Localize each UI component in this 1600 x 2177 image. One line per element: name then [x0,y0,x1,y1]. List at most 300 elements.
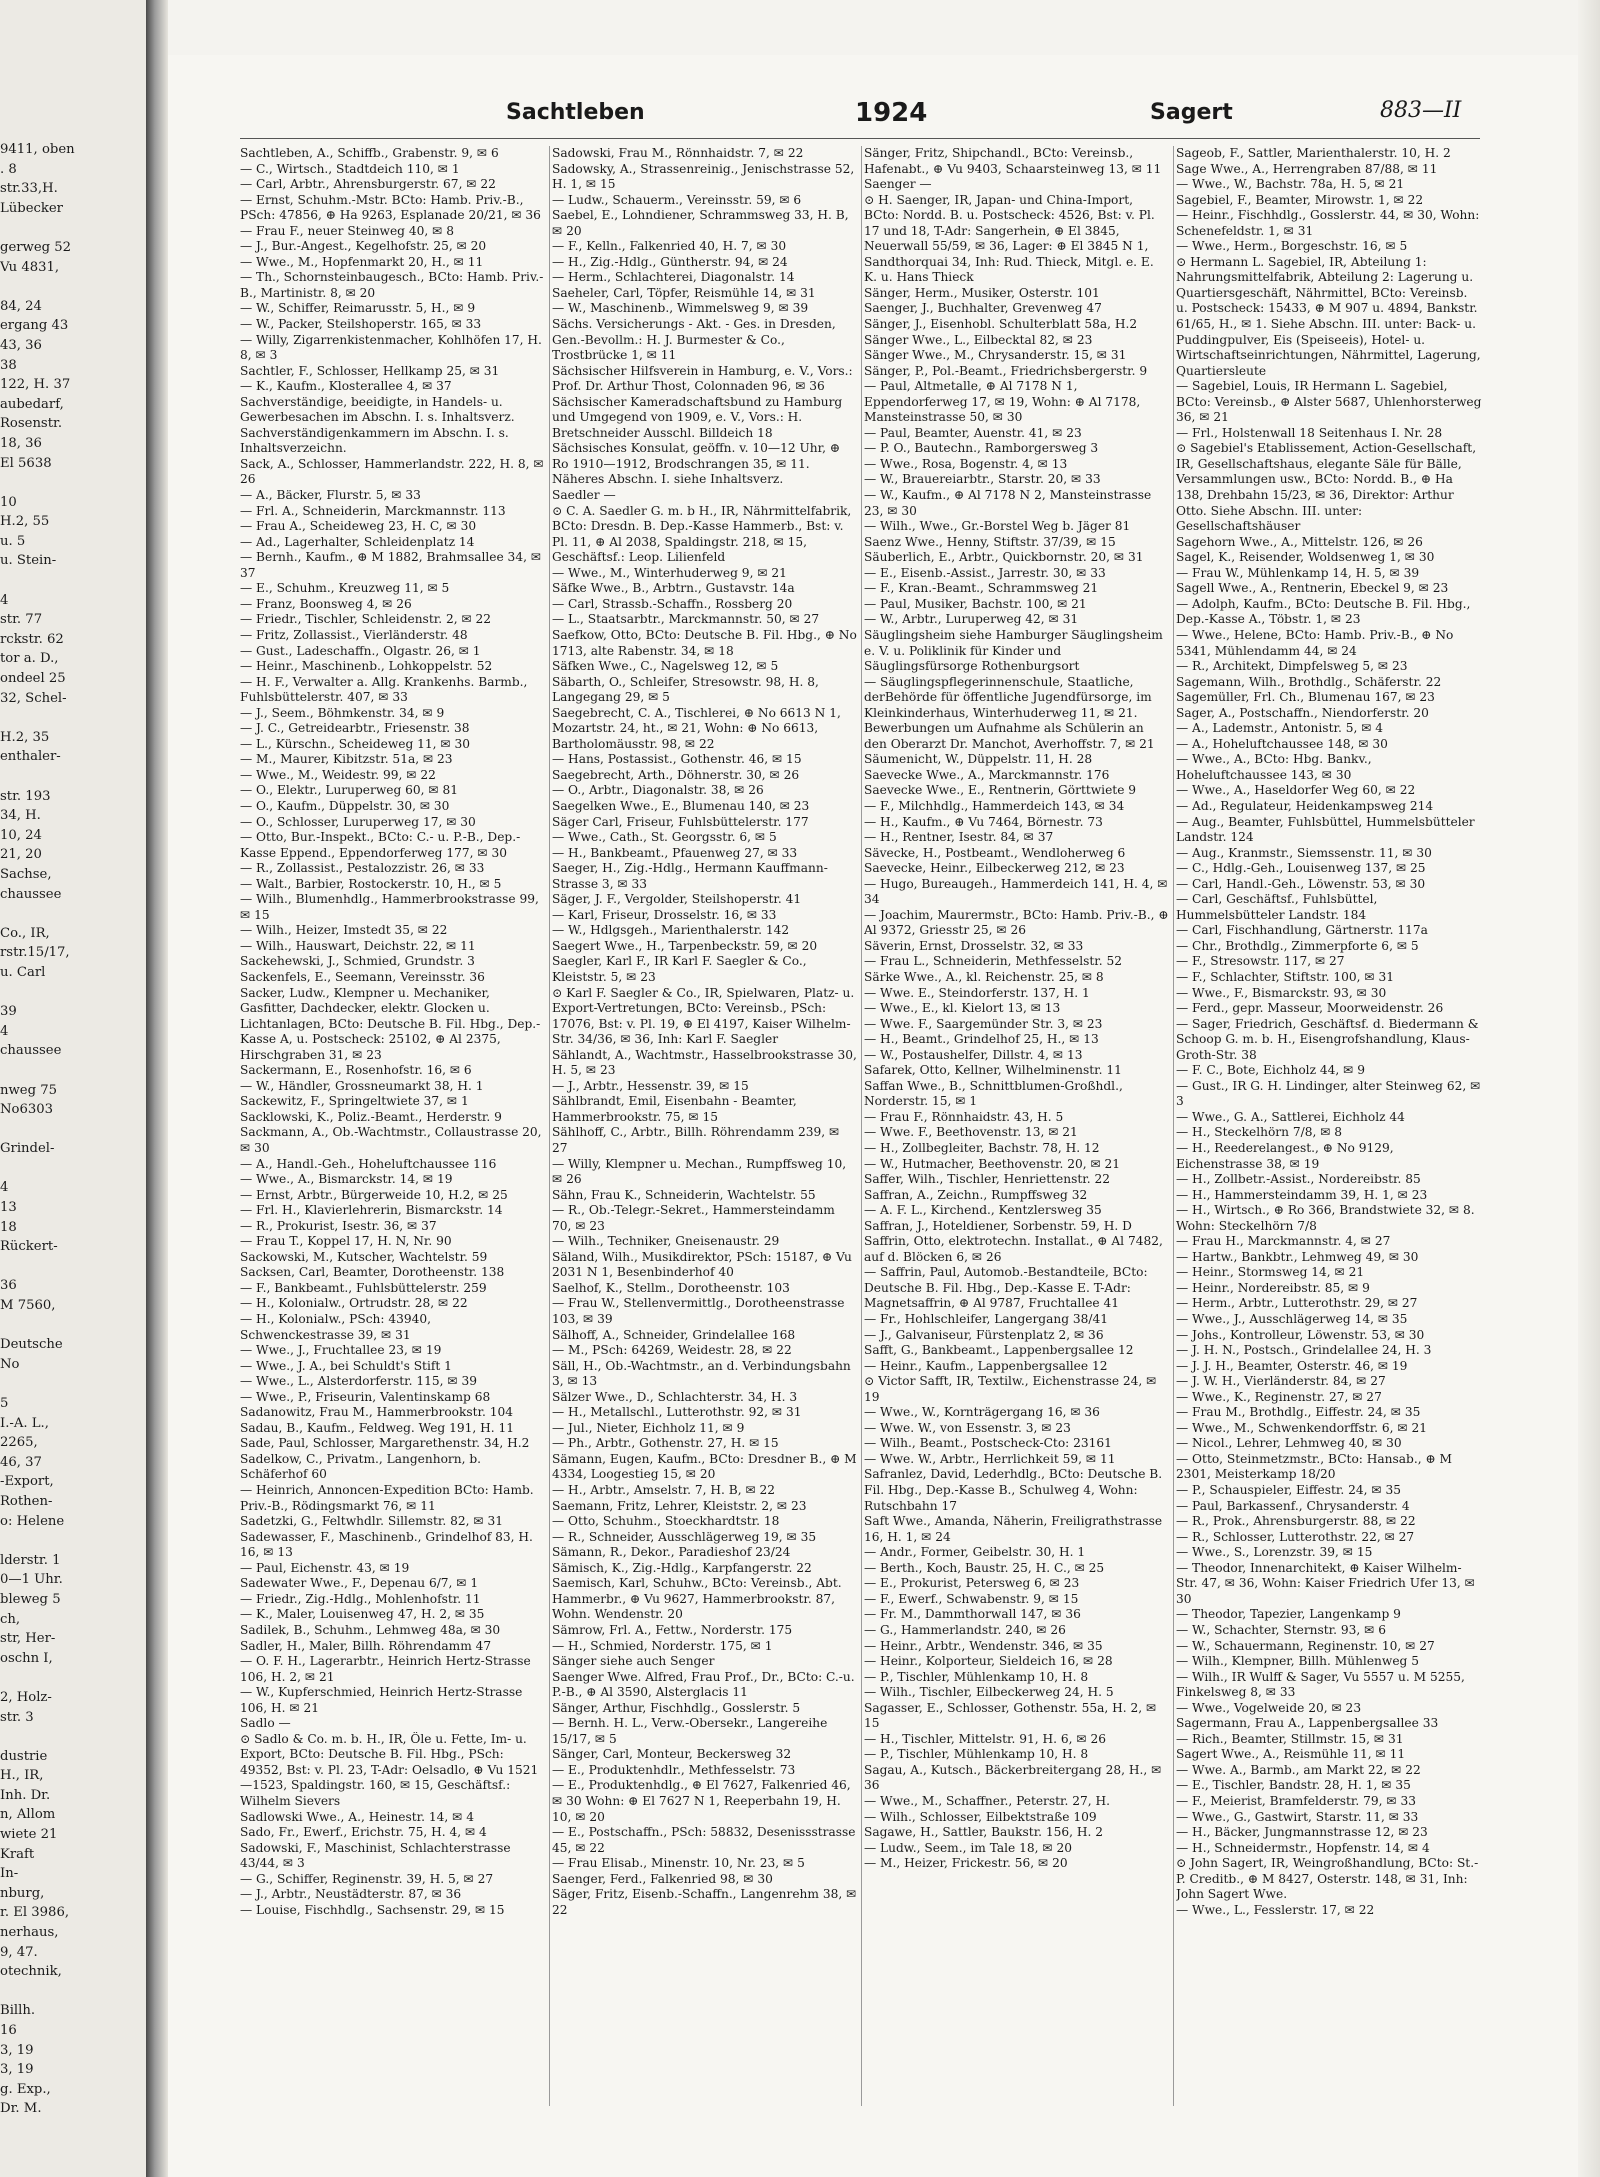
directory-entry: — F., Kelln., Falkenried 40, H. 7, ✉ 30 [552,239,787,254]
directory-entry: — L., Kürschn., Scheideweg 11, ✉ 30 [240,736,471,751]
directory-entry: ⊙ Karl F. Saegler & Co., IR, Spielwaren, Platz- u. Export-Vertretungen, BCto: Vereinsb., PSch: 17076, Bst: v. Pl. 19, ⊕ El 4197, Kaiser Wilhelm-Str. 34/36, ✉ 36, Inh: Karl F. Saegler [552,985,855,1047]
directory-entry: — Heinr., Stormsweg 14, ✉ 21 [1176,1265,1365,1280]
directory-entry: Saenger Wwe. Alfred, Frau Prof., Dr., BCto: C.-u. P.-B., ⊕ Al 3590, Alsterglacis 11 [552,1669,855,1700]
directory-entry: — H., Arbtr., Amselstr. 7, H. B, ✉ 22 [552,1483,776,1498]
directory-entry: — Frau H., Marckmannstr. 4, ✉ 27 [1176,1234,1391,1249]
directory-entry: Sadilek, B., Schuhm., Lehmweg 48a, ✉ 30 [240,1622,501,1637]
directory-entry: — Herm., Arbtr., Lutterothstr. 29, ✉ 27 [1176,1296,1418,1311]
directory-entry: — Wwe. E., Steindorferstr. 137, H. 1 [864,985,1090,1000]
directory-entry: Saft Wwe., Amanda, Näherin, Freiligrathstrasse 16, H. 1, ✉ 24 [864,1514,1163,1544]
directory-entry: Sagehorn Wwe., A., Mittelstr. 126, ✉ 26 [1176,534,1423,549]
directory-columns [240,146,1480,2106]
column-1 [240,146,546,2106]
directory-entry: — Ludw., Seem., im Tale 18, ✉ 20 [864,1840,1072,1855]
directory-entry: — R., Schlosser, Lutterothstr. 22, ✉ 27 [1176,1529,1415,1544]
directory-entry: — Wwe., J., Fruchtallee 23, ✉ 19 [240,1343,442,1358]
directory-entry: — F., Schlachter, Stiftstr. 100, ✉ 31 [1176,969,1394,984]
directory-entry: — Carl, Arbtr., Ahrensburgerstr. 67, ✉ 22 [240,177,496,192]
left-page-line: str. 77 [0,612,43,628]
column-divider [861,146,862,2106]
directory-entry: — Wwe. A., Barmb., am Markt 22, ✉ 22 [1176,1762,1421,1777]
directory-entry: Säger, J. F., Vergolder, Steilshoperstr. 41 [552,892,802,907]
directory-entry: ⊙ H. Saenger, IR, Japan- und China-Import, BCto: Nordd. B. u. Postscheck: 4526, Bst: v. Pl. 17 und 18, T-Adr: Sangerhein, ⊕ El 3845, Neuerwall 55/59, ✉ 36, Lager: ⊕ El 3845 N 1, Sandthorquai 34, Inh: Rud. Thieck, Mitgl. e. E. K. u. Hans Thieck [864,192,1155,285]
directory-entry: Sählandt, A., Wachtmstr., Hasselbrookstrasse 30, H. 5, ✉ 23 [552,1047,857,1078]
directory-entry: — Heinr., Fischhdlg., Gosslerstr. 44, ✉ 30, Wohn: Schenefeldstr. 1, ✉ 31 [1176,208,1480,238]
directory-entry: Sänger, Fritz, Shipchandl., BCto: Vereinsb., Hafenabt., ⊕ Vu 9403, Schaarsteinweg 13, ✉ 11 [864,146,1162,176]
directory-entry: Saenger, Ferd., Falkenried 98, ✉ 30 [552,1871,773,1886]
left-page-line: 5 [0,1396,9,1411]
directory-entry: — H., Rentner, Isestr. 84, ✉ 37 [864,830,1054,845]
left-page-line: Rosenstr. [0,416,63,432]
directory-entry: — Frau W., Mühlenkamp 14, H. 5, ✉ 39 [1176,565,1420,580]
left-page-line [0,1668,148,1688]
directory-entry: — Wwe. F., Saargemünder Str. 3, ✉ 23 [864,1016,1103,1031]
directory-entry: — J., Galvaniseur, Fürstenplatz 2, ✉ 36 [864,1327,1104,1342]
directory-entry: Saegler, Karl F., IR Karl F. Saegler & Co., Kleiststr. 5, ✉ 23 [552,954,807,984]
left-page-line: u. Stein- [0,553,57,569]
left-page-line: H., IR, [0,1768,44,1784]
directory-entry: — Wwe., Herm., Borgeschstr. 16, ✉ 5 [1176,239,1408,254]
directory-entry: Saedler — [552,488,616,503]
directory-entry: — Wwe., M., Weidestr. 99, ✉ 22 [240,767,436,782]
directory-entry: Sackewitz, F., Springeltwiete 37, ✉ 1 [240,1094,469,1109]
left-page-line: Lübecker [0,200,63,216]
directory-entry: — F., Meierist, Bramfelderstr. 79, ✉ 33 [1176,1793,1416,1808]
directory-entry: — W., Brauereiarbtr., Starstr. 20, ✉ 33 [864,472,1101,487]
directory-entry: Sadanowitz, Frau M., Hammerbrookstr. 104 [240,1405,514,1420]
left-page-line: Co., IR, [0,925,50,941]
directory-entry: — Carl, Strassb.-Schaffn., Rossberg 20 [552,596,793,611]
left-page-line: chaussee [0,886,62,902]
directory-entry: — H., Zollbegleiter, Bachstr. 78, H. 12 [864,1141,1100,1155]
left-page-line [0,1061,148,1081]
left-page-line: 16 [0,2023,17,2038]
directory-entry: Säuglingsheim siehe Hamburger Säuglingsheim e. V. u. Poliklinik für Kinder und Säuglingsfürsorge Rothenburgsort [864,627,1163,674]
left-page-line: 4 [0,1023,9,1039]
directory-entry: — Wwe., W., Kornträgergang 16, ✉ 36 [864,1405,1100,1420]
directory-entry: — Paul, Beamter, Auenstr. 41, ✉ 23 [864,425,1082,440]
left-page-line: oschn I, [0,1650,53,1666]
directory-entry: Safranlez, David, Lederhdlg., BCto: Deutsche B. Fil. Hbg., Dep.-Kasse B., Schulweg 4, Wohn: Rutschbahn 17 [864,1467,1163,1513]
left-page-line [0,218,148,238]
directory-entry: — Jul., Nieter, Eichholz 11, ✉ 9 [552,1420,745,1435]
directory-entry: — H., Wirtsch., ⊕ Ro 366, Brandstwiete 32, ✉ 8. Wohn: Steckelhörn 7/8 [1176,1203,1475,1233]
directory-entry: — Aug., Kranmstr., Siemssenstr. 11, ✉ 30 [1176,845,1432,860]
directory-entry: — Wwe., J., Ausschlägerweg 14, ✉ 35 [1176,1312,1408,1327]
left-page-line [0,1316,148,1336]
directory-entry: — Frl. A., Schneiderin, Marckmannstr. 113 [240,503,506,518]
directory-entry: — Wwe., Helene, BCto: Hamb. Priv.-B., ⊕ No 5341, Mühlendamm 44, ✉ 24 [1176,627,1454,658]
directory-entry: — Heinr., Kaufm., Lappenbergsallee 12 [864,1358,1108,1373]
directory-entry: — Wilh., Beamt., Postscheck-Cto: 23161 [864,1436,1112,1451]
directory-entry: — Otto, Bur.-Inspekt., BCto: C.- u. P.-B., Dep.-Kasse Eppend., Eppendorferweg 177, ✉ 30 [240,830,521,860]
directory-entry: Sachtleben, A., Schiffb., Grabenstr. 9, ✉ 6 [240,146,499,160]
directory-entry: Sänger, Arthur, Fischhdlg., Gosslerstr. 5 [552,1700,801,1715]
directory-entry: — Paul, Altmetalle, ⊕ Al 7178 N 1, Eppendorferweg 17, ✉ 19, Wohn: ⊕ Al 7178, Mansteinstrasse 50, ✉ 30 [864,379,1141,425]
directory-entry: — F., Bankbeamt., Fuhlsbüttelerstr. 259 [240,1280,487,1295]
column-divider [549,146,550,2106]
left-page-line: No6303 [0,1102,54,1118]
directory-entry: Saevecke Wwe., A., Marckmannstr. 176 [864,767,1110,782]
directory-entry: Sagell Wwe., A., Rentnerin, Ebeckel 9, ✉ 23 [1176,581,1449,596]
directory-entry: Saebel, E., Lohndiener, Schrammsweg 33, H. B, ✉ 20 [552,208,849,238]
left-page-line: 39 [0,1004,17,1020]
left-page-line: otechnik, [0,1964,62,1980]
directory-entry: Sagel, K., Reisender, Woldsenweg 1, ✉ 30 [1176,550,1435,565]
directory-entry: — Wilh., Hauswart, Deichstr. 22, ✉ 11 [240,938,476,953]
directory-entry: — Wwe., L., Alsterdorferstr. 115, ✉ 39 [240,1374,477,1389]
directory-entry: Sänger siehe auch Senger [552,1654,715,1669]
directory-entry: — Wwe., A., Haseldorfer Weg 60, ✉ 22 [1176,783,1416,798]
directory-entry: — Frau F., neuer Steinweg 40, ✉ 8 [240,223,454,238]
left-page-line: wiete 21 [0,1827,58,1843]
left-page-line: Inh. Dr. [0,1787,51,1803]
directory-entry: — Wwe., L., Fesslerstr. 17, ✉ 22 [1176,1902,1375,1917]
directory-entry: Saeheler, Carl, Töpfer, Reismühle 14, ✉ 31 [552,285,816,300]
directory-entry: Sagemann, Wilh., Brothdlg., Schäferstr. 22 [1176,674,1442,689]
directory-entry: — H., Bäcker, Jungmannstrasse 12, ✉ 23 [1176,1825,1428,1840]
column-divider [1173,146,1174,2106]
header-right-keyword: Sagert [1150,100,1233,125]
left-page-line: rstr.15/17, [0,945,70,961]
left-page-line: Grindel- [0,1141,55,1157]
left-page-line: ergang 43 [0,318,69,334]
directory-entry: Saevecke Wwe., E., Rentnerin, Görttwiete 9 [864,783,1137,798]
directory-entry: — W., Schiffer, Reimarusstr. 5, H., ✉ 9 [240,301,476,316]
directory-entry: — Wwe., G. A., Sattlerei, Eichholz 44 [1176,1109,1405,1124]
directory-entry: — Fr. M., Dammthorwall 147, ✉ 36 [864,1607,1081,1622]
left-page-line: lderstr. 1 [0,1552,61,1568]
directory-entry: Sagebiel, F., Beamter, Mirowstr. 1, ✉ 22 [1176,192,1424,207]
directory-entry: Sagawe, H., Sattler, Baukstr. 156, H. 2 [864,1825,1104,1840]
left-page-line [0,1257,148,1277]
left-page-line: 9, 47. [0,1944,38,1960]
directory-entry: — W., Arbtr., Luruperweg 42, ✉ 31 [864,612,1079,627]
directory-entry: — A., Lademstr., Antonistr. 5, ✉ 4 [1176,721,1384,736]
directory-entry: — Herm., Schlachterei, Diagonalstr. 14 [552,270,795,285]
directory-entry: — Ph., Arbtr., Gothenstr. 27, H. ✉ 15 [552,1436,779,1451]
directory-entry: — Wwe., M., Schwenkendorffstr. 6, ✉ 21 [1176,1420,1428,1435]
directory-entry: — Heinr., Kolporteur, Sieldeich 16, ✉ 28 [864,1654,1113,1669]
directory-entry: — Sagebiel, Louis, IR Hermann L. Sagebiel, BCto: Vereinsb., ⊕ Alster 5687, Uhlenhorsterweg 36, ✉ 21 [1176,379,1482,425]
directory-entry: — R., Ob.-Telegr.-Sekret., Hammersteindamm 70, ✉ 23 [552,1203,835,1233]
header-left-keyword: Sachtleben [506,100,645,125]
left-page-line [0,904,148,924]
left-page-line: 0—1 Uhr. [0,1572,63,1588]
left-page-line: Rothen- [0,1493,53,1509]
directory-entry: — Andr., Former, Geibelstr. 30, H. 1 [864,1545,1086,1560]
left-page-line: ch, [0,1611,21,1627]
directory-entry: — Willy, Klempner u. Mechan., Rumpffsweg 10, ✉ 26 [552,1156,847,1187]
header-page-number: 883—II [1380,98,1462,123]
left-page-line [0,1120,148,1140]
directory-entry: — Wwe., K., Reginenstr. 27, ✉ 27 [1176,1389,1382,1404]
directory-entry: — Wilh., Blumenhdlg., Hammerbrookstrasse 99, ✉ 15 [240,892,539,922]
directory-entry: — J. C., Getreidearbtr., Friesenstr. 38 [240,721,470,736]
directory-entry: — H., Metallschl., Lutterothstr. 92, ✉ 31 [552,1405,802,1420]
directory-entry: Sagermann, Frau A., Lappenbergsallee 33 [1176,1716,1439,1731]
directory-entry: Sadetzki, G., Feltwhdlr. Sillemstr. 82, ✉ 31 [240,1514,503,1529]
directory-entry: — J. J. H., Beamter, Osterstr. 46, ✉ 19 [1176,1358,1408,1373]
directory-entry: — W., Packer, Steilshoperstr. 165, ✉ 33 [240,317,482,332]
directory-entry: Sachverständigenkammern im Abschn. I. s. Inhaltsverzeichn. [240,425,509,456]
directory-entry: — Wwe., Rosa, Bogenstr. 4, ✉ 13 [864,456,1068,471]
directory-entry: — M., PSch: 64269, Weidestr. 28, ✉ 22 [552,1343,792,1358]
directory-entry: Sadowsky, A., Strassenreinig., Jenischstrasse 52, H. 1, ✉ 15 [552,161,855,192]
directory-entry: Sänger, P., Pol.-Beamt., Friedrichsbergerstr. 9 [864,363,1148,378]
left-page-line: 10 [0,494,17,510]
left-page-line [0,571,148,591]
directory-entry: — Frau L., Schneiderin, Methfesselstr. 52 [864,954,1123,969]
directory-entry: — J., Bur.-Angest., Kegelhofstr. 25, ✉ 20 [240,239,487,254]
left-page-line: I.-A. L., [0,1415,49,1431]
left-page-line: 10, 24 [0,827,42,843]
left-page-line: str, Her- [0,1631,56,1647]
left-page-line: Deutsche [0,1337,63,1353]
left-page-line: 34, H. [0,808,41,824]
directory-entry: Saffran, J., Hoteldiener, Sorbenstr. 59, H. D [864,1218,1132,1233]
directory-entry: ⊙ Hermann L. Sagebiel, IR, Abteilung 1: Nahrungsmittelfabrik, Abteilung 2: Lagerung u. Quartiersgeschäft, Nährmittel, BCto: Vereinsb. u. Postscheck: 15433, ⊕ M 907 u. 4894, Bankstr. 61/65, H., ✉ 1. Siehe Abschn. III. unter: Back- u. Puddingpulver, Eis (Speiseeis), Hotel- u. Wirtschaftseinrichtungen, Nährmittel, Lagerung, Quartiersleute [1176,254,1481,378]
left-page-line: 32, Schel- [0,690,67,706]
left-page-line: 36 [0,1278,17,1294]
directory-entry: — J., Arbtr., Hessenstr. 39, ✉ 15 [552,1078,749,1093]
directory-entry: Saemisch, Karl, Schuhw., BCto: Vereinsb., Abt. Hammerbr., ⊕ Vu 9627, Hammerbrookstr. 87, Wohn. Wendenstr. 20 [552,1576,842,1622]
directory-entry: Sadelkow, C., Privatm., Langenhorn, b. Schäferhof 60 [240,1451,482,1482]
left-page-text [0,140,148,2119]
directory-entry: — O., Kaufm., Düppelstr. 30, ✉ 30 [240,798,450,813]
left-page-line: 43, 36 [0,337,42,353]
directory-entry: — Wwe., A., BCto: Hbg. Bankv., Hoheluftchaussee 143, ✉ 30 [1176,752,1372,782]
left-page-line: n, Allom [0,1807,56,1823]
directory-entry: Sado, Fr., Ewerf., Erichstr. 75, H. 4, ✉ 4 [240,1825,487,1840]
directory-entry: Säuberlich, E., Arbtr., Quickbornstr. 20, ✉ 31 [864,550,1144,565]
directory-entry: — Wilh., IR Wulff & Sager, Vu 5557 u. M 5255, Finkelsweg 8, ✉ 33 [1176,1669,1465,1700]
directory-entry: — H., Schneidermstr., Hopfenstr. 14, ✉ 4 [1176,1840,1430,1855]
directory-entry: Sackehewski, J., Schmied, Grundstr. 3 [240,954,475,969]
directory-entry: — O., Elektr., Luruperweg 60, ✉ 81 [240,783,458,798]
directory-entry: — F., Milchhdlg., Hammerdeich 143, ✉ 34 [864,798,1125,813]
left-page-line: 18 [0,1219,17,1235]
directory-entry: Sänger, Carl, Monteur, Beckersweg 32 [552,1747,792,1762]
directory-entry: — Karl, Friseur, Drosselstr. 16, ✉ 33 [552,907,777,922]
left-page-line [0,767,148,787]
directory-entry: — O. F. H., Lagerarbtr., Heinrich Hertz-Strasse 106, H. 2, ✉ 21 [240,1654,531,1684]
directory-entry: — Berth., Koch, Baustr. 25, H. C., ✉ 25 [864,1560,1105,1575]
directory-entry: — Bernh., Kaufm., ⊕ M 1882, Brahmsallee 34, ✉ 37 [240,550,542,580]
left-page-line: El 5638 [0,455,52,471]
left-page-line [0,277,148,297]
directory-entry: — Friedr., Tischler, Schleidenstr. 2, ✉ 22 [240,612,492,627]
directory-entry: — R., Schneider, Ausschlägerweg 19, ✉ 35 [552,1529,817,1544]
left-page-line: 4 [0,1180,9,1196]
left-page-line: o: Helene [0,1513,65,1529]
directory-entry: Säveckе, H., Postbeamt., Wendloherweg 6 [864,845,1126,860]
directory-entry: — Ad., Lagerhalter, Schleidenplatz 14 [240,534,475,549]
directory-entry: — Fritz, Zollassist., Vierländerstr. 48 [240,627,468,642]
directory-entry: Sagau, A., Kutsch., Bäckerbreitergang 28, H., ✉ 36 [864,1762,1162,1793]
left-page-line: Vu 4831, [0,259,60,275]
directory-entry: — E., Schuhm., Kreuzweg 11, ✉ 5 [240,581,450,596]
directory-entry: — Wwe., F., Bismarckstr. 93, ✉ 30 [1176,985,1387,1000]
directory-entry: — Paul, Musiker, Bachstr. 100, ✉ 21 [864,596,1087,611]
directory-entry: Saeger, H., Zig.-Hdlg., Hermann Kauffmann-Strasse 3, ✉ 33 [552,861,828,891]
column-3 [864,146,1170,2106]
directory-entry: — L., Staatsarbtr., Marckmannstr. 50, ✉ 27 [552,612,820,627]
directory-entry: — Carl, Fischhandlung, Gärtnerstr. 117a [1176,923,1428,938]
directory-entry: — Saffrin, Paul, Automob.-Bestandteile, BCto: Deutsche B. Fil. Hbg., Dep.-Kasse E. T-Adr: Magnetsaffrin, ⊕ Al 9787, Fruchtallee 41 [864,1265,1148,1311]
directory-entry: — Paul, Eichenstr. 43, ✉ 19 [240,1560,410,1575]
header-rule [240,138,1480,139]
directory-entry: — E., Produktenhdlg., ⊕ El 7627, Falkenried 46, ✉ 30 Wohn: ⊕ El 7627 N 1, Reeperbahn 19, H. 10, ✉ 20 [552,1778,851,1824]
left-page-line: aubedarf, [0,396,64,412]
directory-entry: — H., Beamt., Grindelhof 25, H., ✉ 13 [864,1032,1099,1047]
left-page-line: 18, 36 [0,435,42,451]
directory-entry: Sadlo — [240,1716,291,1731]
directory-entry: — H., Kaufm., ⊕ Vu 7464, Börnestr. 73 [864,814,1103,829]
left-page-line: Sachse, [0,866,52,882]
directory-entry: — O., Schlosser, Luruperweg 17, ✉ 30 [240,814,476,829]
directory-entry: ⊙ John Sagert, IR, Weingroßhandlung, BCto: St.-P. Creditb., ⊕ M 8427, Osterstr. 148, ✉ 31, Inh: John Sagert Wwe. [1176,1856,1479,1902]
directory-entry: — R., Prokurist, Isestr. 36, ✉ 37 [240,1218,437,1233]
directory-entry: — Wilh., Wwe., Gr.-Borstel Weg b. Jäger 81 [864,519,1131,534]
directory-entry: Sacker, Ludw., Klempner u. Mechaniker, Gasfitter, Dachdecker, elektr. Glocken u. Lichtanlagen, BCto: Deutsche B. Fil. Hbg., Dep.-Kasse A, u. Postscheck: 25102, ⊕ Al 2375, Hirschgraben 31, ✉ 23 [240,985,541,1062]
left-page-line: u. Carl [0,964,46,980]
directory-entry: — Nicol., Lehrer, Lehmweg 40, ✉ 30 [1176,1436,1402,1451]
directory-entry: Safarek, Otto, Kellner, Wilhelminenstr. 11 [864,1063,1122,1078]
directory-entry: Sächsischer Kameradschaftsbund zu Hamburg und Umgegend von 1909, e. V., Vors.: H. Bretschneider Ausschl. Billdeich 18 [552,394,843,440]
directory-entry: — P. O., Bautechn., Ramborgersweg 3 [864,441,1099,456]
directory-entry: — Fr., Hohlschleifer, Langergang 38/41 [864,1312,1108,1327]
directory-entry: Sänger, Herm., Musiker, Osterstr. 101 [864,285,1100,300]
directory-entry: — Carl, Handl.-Geh., Löwenstr. 53, ✉ 30 [1176,876,1426,891]
directory-entry: — Johs., Kontrolleur, Löwenstr. 53, ✉ 30 [1176,1327,1425,1342]
left-page-line: 21, 20 [0,847,42,863]
directory-entry: — Willy, Zigarrenkistenmacher, Kohlhöfen 17, H. 8, ✉ 3 [240,332,542,363]
directory-entry: — F., Stresowstr. 117, ✉ 27 [1176,954,1345,969]
directory-entry: Sämisch, K., Zig.-Hdlg., Karpfangerstr. 22 [552,1560,812,1575]
directory-entry: — Louise, Fischhdlg., Sachsenstr. 29, ✉ 15 [240,1902,505,1917]
left-page-fragment [0,0,150,2177]
directory-entry: Saelhof, K., Stellm., Dorotheenstr. 103 [552,1280,790,1295]
directory-entry: — Wwe., G., Gastwirt, Starstr. 11, ✉ 33 [1176,1809,1419,1824]
directory-entry: Saffan Wwe., B., Schnittblumen-Großhdl., Norderstr. 15, ✉ 1 [864,1078,1123,1109]
page-header [240,100,1480,134]
directory-entry: Sadler, H., Maler, Billh. Röhrendamm 47 [240,1638,492,1653]
left-page-line: In- [0,1866,19,1882]
directory-entry: Sänger Wwe., M., Chrysanderstr. 15, ✉ 31 [864,348,1127,363]
directory-entry: Sächsisches Konsulat, geöffn. v. 10—12 Uhr, ⊕ Ro 1910—1912, Brodschrangen 35, ✉ 11. Näheres Abschn. I. siehe Inhaltsverz. [552,441,841,487]
directory-entry: — Otto, Steinmetzmstr., BCto: Hansab., ⊕ M 2301, Meisterkamp 18/20 [1176,1451,1453,1482]
directory-entry: — H., Bankbeamt., Pfauenweg 27, ✉ 33 [552,845,798,860]
left-page-line: u. 5 [0,533,26,549]
directory-entry: — E., Postschaffn., PSch: 58832, Desenissstrasse 45, ✉ 22 [552,1825,856,1855]
directory-entry: Sageob, F., Sattler, Marienthalerstr. 10, H. 2 [1176,146,1451,160]
directory-entry: — E., Produktenhdlr., Methfesselstr. 73 [552,1762,796,1777]
directory-entry: Saegebrecht, Arth., Döhnerstr. 30, ✉ 26 [552,767,800,782]
directory-entry: Sämrow, Frl. A., Fettw., Norderstr. 175 [552,1622,793,1637]
left-page-line: enthaler- [0,749,61,765]
directory-entry: Sack, A., Schlosser, Hammerlandstr. 222, H. 8, ✉ 26 [240,456,544,487]
directory-entry: — W., Maschinenb., Wimmelsweg 9, ✉ 39 [552,301,809,316]
directory-entry: — Friedr., Zig.-Hdlg., Mohlenhofstr. 11 [240,1591,481,1606]
directory-entry: — Sager, Friedrich, Geschäftsf. d. Biedermann & Schoop G. m. b. H., Eisengrofshandlung, Klaus-Groth-Str. 38 [1176,1016,1479,1062]
directory-entry: — Frau F., Rönnhaidstr. 43, H. 5 [864,1109,1064,1124]
directory-entry: Sackowski, M., Kutscher, Wachtelstr. 59 [240,1249,488,1264]
left-page-line: H.2, 55 [0,514,50,530]
left-page-line [0,1374,148,1394]
left-page-line: 3, 19 [0,2062,34,2078]
directory-entry: — Joachim, Maurermstr., BCto: Hamb. Priv.-B., ⊕ Al 9372, Griesstr 25, ✉ 26 [864,907,1169,938]
column-2 [552,146,858,2106]
directory-entry: Säfken Wwe., C., Nagelsweg 12, ✉ 5 [552,659,779,674]
left-page-line: No [0,1356,20,1372]
directory-entry: — W., Kaufm., ⊕ Al 7178 N 2, Mansteinstrasse 23, ✉ 30 [864,488,1152,518]
directory-entry: — A., Handl.-Geh., Hoheluftchaussee 116 [240,1156,497,1171]
directory-entry: Saenz Wwe., Henny, Stiftstr. 37/39, ✉ 15 [864,534,1116,549]
directory-entry: Särke Wwe., A., kl. Reichenstr. 25, ✉ 8 [864,969,1104,984]
directory-entry: Sähn, Frau K., Schneiderin, Wachtelstr. 55 [552,1187,816,1202]
directory-entry: — Wilh., Heizer, Imstedt 35, ✉ 22 [240,923,448,938]
directory-entry: — Rich., Beamter, Stillmstr. 15, ✉ 31 [1176,1731,1404,1746]
directory-entry: — Gust., Ladeschaffn., Olgastr. 26, ✉ 1 [240,643,481,658]
directory-entry: — H., Hammersteindamm 39, H. 1, ✉ 23 [1176,1187,1428,1202]
directory-entry: — Theodor, Tapezier, Langenkamp 9 [1176,1607,1401,1622]
directory-entry: — Wwe., P., Friseurin, Valentinskamp 68 [240,1389,491,1404]
directory-entry: — W., Schachter, Sternstr. 93, ✉ 6 [1176,1622,1387,1637]
directory-entry: — Säuglingspflegerinnenschule, Staatliche, derBehörde für öffentliche Jugendfürsorge, im Kleinkinderhaus, Winterhuderweg 11, ✉ 21. Bewerbungen um Aufnahme als Schülerin an den Oberarzt Dr. Manchot, Averhoffstr. 7, ✉ 21 [864,674,1155,751]
directory-entry: — Frl., Holstenwall 18 Seitenhaus I. Nr. 28 [1176,425,1443,440]
directory-entry: ⊙ Sagebiel's Etablissement, Action-Gesellschaft, IR, Gesellschaftshaus, elegante Säle für Bälle, Versammlungen usw., BCto: Nordd. B., ⊕ Ha 138, Drehbahn 15/23, ✉ 36, Direktor: Arthur Otto. Siehe Abschn. III. unter: Gesellschaftshäuser [1176,441,1477,534]
left-page-line: Dr. M. [0,2101,42,2117]
directory-entry: — K., Maler, Louisenweg 47, H. 2, ✉ 35 [240,1607,485,1622]
left-page-line: chaussee [0,1043,62,1059]
left-page-line [0,1982,148,2002]
directory-entry: — Wilh., Klempner, Billh. Mühlenweg 5 [1176,1654,1419,1669]
directory-entry: — Heinr., Arbtr., Wendenstr. 346, ✉ 35 [864,1638,1103,1653]
directory-entry: Sadowski, F., Maschinist, Schlachterstrasse 43/44, ✉ 3 [240,1840,511,1871]
directory-entry: — F. C., Bote, Eichholz 44, ✉ 9 [1176,1063,1365,1078]
directory-entry: Sackmann, A., Ob.-Wachtmstr., Collaustrasse 20, ✉ 30 [240,1125,542,1155]
directory-entry: Sachtler, F., Schlosser, Hellkamp 25, ✉ 31 [240,363,500,378]
directory-entry: — W., Schauermann, Reginenstr. 10, ✉ 27 [1176,1638,1435,1653]
directory-entry: Säger Carl, Friseur, Fuhlsbüttelerstr. 177 [552,814,809,829]
directory-entry: — Hartw., Bankbtr., Lehmweg 49, ✉ 30 [1176,1249,1419,1264]
directory-entry: — K., Kaufm., Klosterallee 4, ✉ 37 [240,379,452,394]
directory-entry: — Heinr., Nordereibstr. 85, ✉ 9 [1176,1280,1370,1295]
directory-entry: Sacksen, Carl, Beamter, Dorotheenstr. 138 [240,1265,505,1280]
directory-entry: — Wwe., E., kl. Kielort 13, ✉ 13 [864,1001,1061,1016]
left-page-line: M 7560, [0,1298,56,1314]
directory-entry: — Frl. H., Klavierlehrerin, Bismarckstr. 14 [240,1203,503,1218]
directory-entry: — Chr., Brothdlg., Zimmerpforte 6, ✉ 5 [1176,938,1419,953]
directory-entry: — Wilh., Tischler, Eilbeckerweg 24, H. 5 [864,1685,1114,1700]
directory-entry: Saffrin, Otto, elektrotechn. Installat., ⊕ Al 7482, auf d. Blöcken 6, ✉ 26 [864,1234,1163,1264]
directory-entry: Sagemüller, Frl. Ch., Blumenau 167, ✉ 23 [1176,690,1435,705]
left-page-line: 38 [0,357,17,373]
directory-entry: — Theodor, Innenarchitekt, ⊕ Kaiser Wilhelm-Str. 47, ✉ 36, Wohn: Kaiser Friedrich Ufer 13, ✉ 30 [1176,1560,1475,1606]
directory-entry: — Frau W., Stellenvermittlg., Dorotheenstrasse 103, ✉ 39 [552,1296,845,1327]
directory-entry: Sächsischer Hilfsverein in Hamburg, e. V., Vors.: Prof. Dr. Arthur Thost, Colonnaden 96, ✉ 36 [552,363,853,394]
left-page-line: 9411, oben [0,142,75,157]
directory-entry: — W., Händler, Grossneumarkt 38, H. 1 [240,1078,484,1093]
directory-entry: Sade, Paul, Schlosser, Margarethenstr. 34, H.2 [240,1436,530,1451]
directory-entry: — R., Architekt, Dimpfelsweg 5, ✉ 23 [1176,659,1408,674]
left-page-line: nweg 75 [0,1082,57,1098]
directory-entry: — H., Reederelangest., ⊕ No 9129, Eichenstrasse 38, ✉ 19 [1176,1141,1394,1171]
directory-entry: Sadewater Wwe., F., Depenau 6/7, ✉ 1 [240,1576,479,1591]
column-4 [1176,146,1482,2106]
left-page-line: 13 [0,1200,17,1216]
